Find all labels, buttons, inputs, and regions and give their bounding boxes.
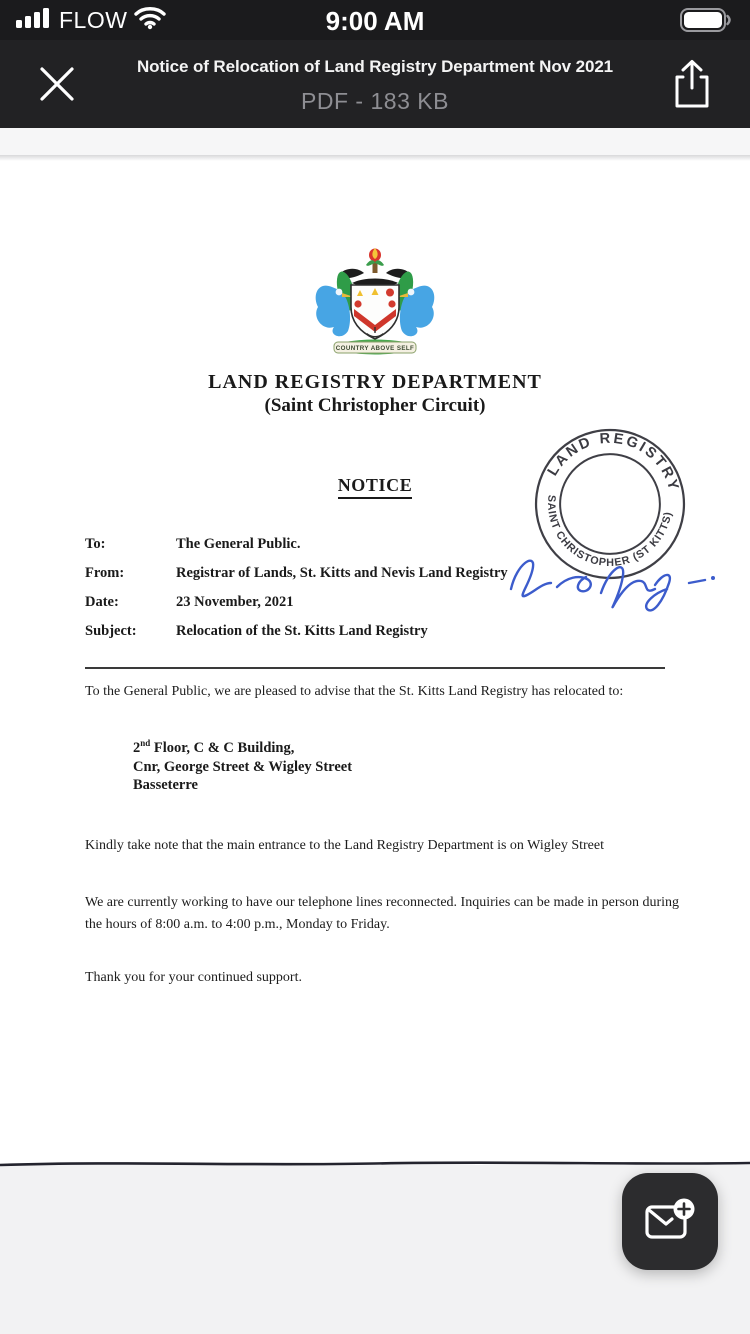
compose-email-button[interactable] [622,1173,718,1270]
close-icon [36,93,78,108]
closing-paragraph: Thank you for your continued support. [85,970,302,985]
file-type-size: PDF - 183 KB [301,88,449,114]
registrar-signature [505,547,720,624]
pdf-viewer-header [0,40,750,128]
status-bar [0,0,750,40]
stamp-arc-top-text: LAND REGISTRY [544,430,682,495]
stamp-arc-bottom-text: SAINT CHRISTOPHER (ST KITTS) [544,494,675,569]
page-bottom-edge [0,1157,750,1169]
address-line-2: Cnr, George Street & Wigley Street [133,758,353,775]
meta-value: 23 November, 2021 [176,594,294,610]
email-plus-icon [644,1197,696,1246]
share-icon [670,98,714,113]
coat-of-arms [308,247,442,366]
meta-label: Subject: [85,623,137,639]
meta-value: Relocation of the St. Kitts Land Registry [176,623,428,639]
meta-row-subject [85,623,725,640]
telephone-paragraph: We are currently working to have our telephone lines reconnected. Inquiries can be made in person during the hours of 8:00 a.m. to 4:00 p.m., Monday to Friday. [85,895,680,933]
meta-label: Date: [85,594,119,610]
new-address-block [133,738,352,795]
crest-motto: COUNTRY ABOVE SELF [335,345,415,352]
battery-icon [680,8,732,37]
document-title: Notice of Relocation of Land Registry Department Nov 2021 [136,57,614,76]
carrier-label: FLOW [59,7,128,33]
org-name: LAND REGISTRY DEPARTMENT [208,371,542,393]
meta-label: To: [85,536,106,552]
org-subtitle: (Saint Christopher Circuit) [264,395,486,416]
address-line-3: Basseterre [133,777,198,794]
notice-heading: NOTICE [0,475,750,499]
pdf-page[interactable] [0,155,750,1165]
address-line-1: 2nd Floor, C & C Building, [133,738,295,756]
close-button[interactable] [36,63,78,105]
page-top-edge [0,128,750,155]
meta-value: Registrar of Lands, St. Kitts and Nevis Land Registry [176,565,508,581]
entrance-note-paragraph: Kindly take note that the main entrance to the Land Registry Department is on Wigley Street [85,838,604,853]
meta-value: The General Public. [176,536,301,552]
clock: 9:00 AM [325,6,425,36]
horizontal-divider [85,667,665,669]
share-button[interactable] [670,58,714,110]
svg-text:LAND REGISTRY [544,422,689,496]
meta-label: From: [85,565,125,581]
intro-paragraph: To the General Public, we are pleased to advise that the St. Kitts Land Registry has relocated to: [85,684,624,699]
